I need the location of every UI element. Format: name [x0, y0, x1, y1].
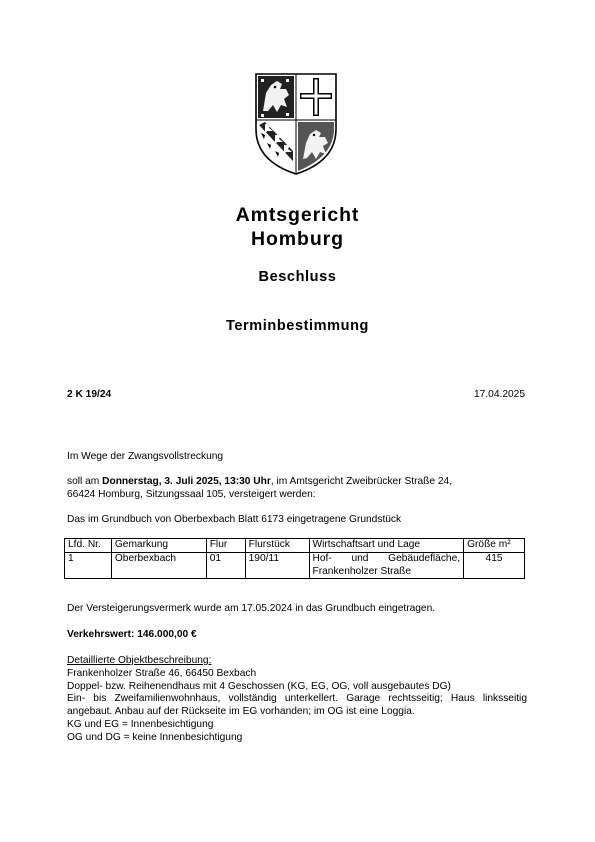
appointment-datetime: Donnerstag, 3. Juli 2025, 13:30 Uhr: [102, 476, 271, 487]
appointment-line1: [67, 476, 527, 489]
property-table: [64, 538, 525, 579]
document-date: 17.04.2025: [474, 389, 525, 400]
cell-groesse: 415: [464, 552, 525, 579]
table-header-row: [65, 539, 525, 553]
object-description: [67, 655, 527, 745]
table-row: [65, 552, 525, 579]
wirtschaftsart-line2: Frankenholzer Straße: [312, 565, 412, 577]
header-gemarkung: Gemarkung: [111, 539, 206, 553]
document-subject: Terminbestimmung: [225, 318, 370, 334]
cell-lfd-nr: 1: [65, 552, 112, 579]
header-flurstueck: Flurstück: [245, 539, 309, 553]
coat-of-arms-icon: [253, 71, 339, 177]
object-description-heading: Detaillierte Objektbeschreibung:: [67, 655, 212, 666]
case-number: 2 K 19/24: [67, 389, 112, 400]
appointment-prefix: soll am: [67, 476, 103, 487]
object-line: KG und EG = Innenbesichtigung: [67, 718, 214, 730]
cell-flur: 01: [206, 552, 245, 579]
header-groesse: Größe m²: [464, 539, 525, 553]
court-name-line2: Homburg: [251, 228, 344, 250]
cell-gemarkung: Oberbexbach: [111, 552, 206, 579]
grundbuch-text: Das im Grundbuch von Oberbexbach Blatt 6173 eingetragene Grundstück: [67, 514, 402, 525]
document-type: Beschluss: [258, 269, 337, 285]
object-line: Ein- bis Zweifamilienwohnhaus, vollständig unterkellert. Garage rechtsseitig; Haus linksseitig: [67, 693, 527, 705]
appointment-text: [67, 476, 527, 502]
intro-text: Im Wege der Zwangsvollstreckung: [67, 451, 224, 462]
object-line: OG und DG = keine Innenbesichtigung: [67, 731, 243, 743]
header-wirtschaftsart: Wirtschaftsart und Lage: [309, 539, 464, 553]
appointment-suffix: , im Amtsgericht Zweibrücker Straße 24,: [270, 476, 453, 487]
object-line: angebaut. Anbau auf der Rückseite im EG vorhanden; im OG ist eine Loggia.: [67, 706, 415, 718]
object-line: Frankenholzer Straße 46, 66450 Bexbach: [67, 667, 257, 679]
appointment-line2: 66424 Homburg, Sitzungssaal 105, versteigert werden:: [67, 488, 316, 500]
court-name-line1: Amtsgericht: [235, 204, 360, 226]
object-line: Doppel- bzw. Reihenendhaus mit 4 Geschossen (KG, EG, OG, voll ausgebautes DG): [67, 680, 451, 692]
verkehrswert: Verkehrswert: 146.000,00 €: [67, 629, 197, 640]
vermerk-text: Der Versteigerungsvermerk wurde am 17.05.2024 in das Grundbuch eingetragen.: [67, 603, 436, 614]
header-flur: Flur: [206, 539, 245, 553]
court-name: [0, 203, 595, 251]
cell-wirtschaftsart: [309, 552, 464, 579]
header-lfd-nr: Lfd. Nr.: [65, 539, 112, 553]
wirtschaftsart-line1: Hof- und Gebäudefläche,: [312, 552, 461, 564]
cell-flurstueck: 190/11: [245, 552, 309, 579]
